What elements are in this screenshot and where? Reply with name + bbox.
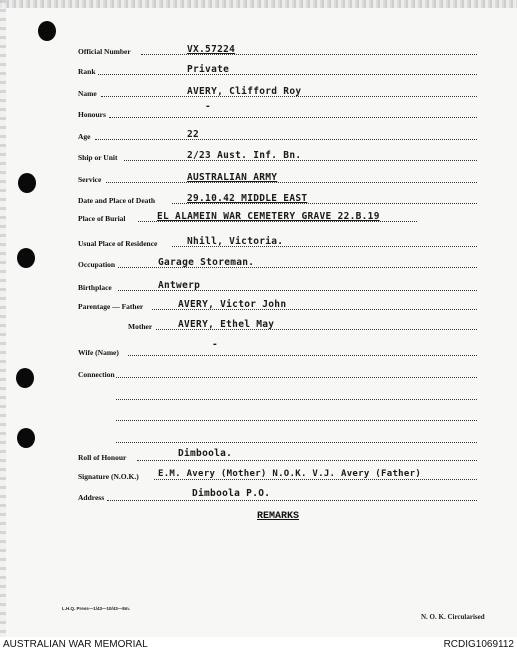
rank-value: Private [187,64,230,75]
residence-value: Nhill, Victoria. [187,236,284,247]
print-code: L.H.Q. Press—1/43—10/43—8m. [62,606,131,611]
name-value: AVERY, Clifford Roy [187,86,302,97]
father-value: AVERY, Victor John [178,299,287,310]
rank-label: Rank [78,67,96,76]
connection-row [0,363,517,381]
nok-stamp: N. O. K. Circularised [421,613,485,621]
death-value: 29.10.42 MIDDLE EAST [187,193,308,204]
age-row [0,125,517,143]
official-number-value: VX.57224 [187,44,236,55]
honours-value: - [205,101,212,112]
official-number-row [0,40,517,58]
wife-row [0,341,517,359]
footer-institution: AUSTRALIAN WAR MEMORIAL [3,639,148,650]
archive-footer [0,637,517,653]
death-row [0,189,517,207]
mother-label: Mother [128,322,153,331]
ship-unit-row [0,146,517,164]
wife-label: Wife (Name) [78,348,119,357]
address-label: Address [78,493,105,502]
occupation-label: Occupation [78,260,116,269]
rank-row [0,60,517,78]
honours-label: Honours [78,110,106,119]
connection-line [0,428,517,446]
father-label: Parentage — Father [78,302,144,311]
residence-label: Usual Place of Residence [78,239,158,248]
remarks-heading: REMARKS [257,511,300,522]
official-number-label: Official Number [78,47,131,56]
birthplace-row [0,276,517,294]
death-label: Date and Place of Death [78,196,156,205]
age-value: 22 [187,129,200,140]
page-top-edge [0,0,517,8]
service-value: AUSTRALIAN ARMY [187,172,278,183]
birthplace-value: Antwerp [158,280,201,291]
occupation-row [0,253,517,271]
residence-row [0,232,517,250]
ship-unit-label: Ship or Unit [78,153,118,162]
signature-label: Signature (N.O.K.) [78,472,139,481]
roll-honour-label: Roll of Honour [78,453,127,462]
name-row [0,82,517,100]
punch-hole [38,21,56,41]
name-label: Name [78,89,97,98]
ship-unit-value: 2/23 Aust. Inf. Bn. [187,150,302,161]
connection-line [0,385,517,403]
connection-label: Connection [78,370,115,379]
burial-label: Place of Burial [78,214,126,223]
wife-value: - [212,339,219,350]
roll-honour-value: Dimboola. [178,448,233,459]
roll-honour-row [0,446,517,464]
address-value: Dimboola P.O. [192,488,271,499]
burial-row [0,207,517,225]
occupation-value: Garage Storeman. [158,257,255,268]
signature-value: E.M. Avery (Mother) N.O.K. V.J. Avery (Father) [158,469,422,479]
footer-record-id: RCDIG1069112 [443,639,514,650]
honours-row [0,103,517,121]
birthplace-label: Birthplace [78,283,112,292]
connection-line [0,406,517,424]
service-label: Service [78,175,102,184]
mother-row [0,315,517,333]
father-row [0,295,517,313]
address-row [0,486,517,504]
signature-row [0,465,517,483]
burial-value: EL ALAMEIN WAR CEMETERY GRAVE 22.B.19 [157,211,380,222]
service-row [0,168,517,186]
age-label: Age [78,132,91,141]
mother-value: AVERY, Ethel May [178,319,275,330]
